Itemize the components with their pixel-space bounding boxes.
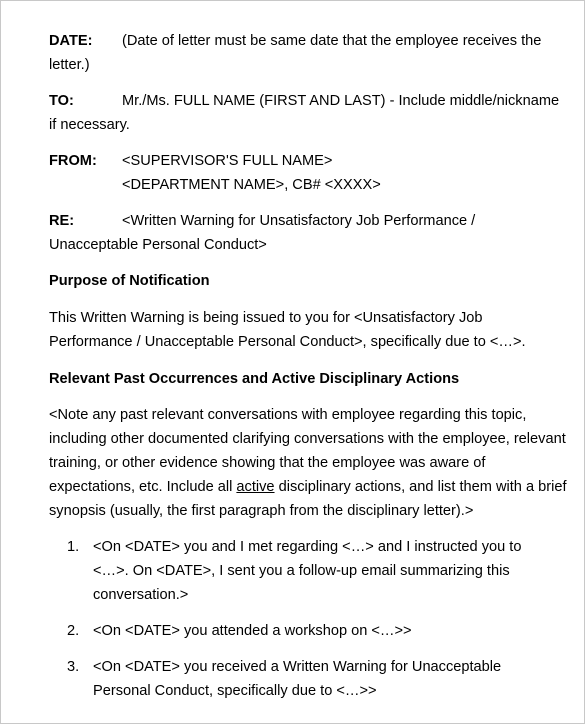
past-line-3: training, or other evidence showing that the employee was aware of [49, 455, 486, 471]
list-item-line-2: Personal Conduct, specifically due to <…>> [93, 683, 377, 699]
from-supervisor: <SUPERVISOR'S FULL NAME> [122, 153, 333, 169]
past-line-2: including other documented clarifying conversations with the employee, relevant [49, 431, 566, 447]
list-item-line-2: <…>. On <DATE>, I sent you a follow-up email summarizing this [93, 563, 510, 579]
past-line-4-end: disciplinary actions, and list them with a brief [274, 479, 567, 495]
re-label: RE: [49, 213, 75, 229]
list-item-line-3: conversation.> [93, 587, 189, 603]
to-label: TO: [49, 93, 74, 109]
past-line-1: <Note any past relevant conversations with employee regarding this topic, [49, 407, 527, 423]
from-label: FROM: [49, 153, 97, 169]
list-number: 2. [67, 623, 80, 639]
date-label: DATE: [49, 33, 93, 49]
list-number: 3. [67, 659, 80, 675]
purpose-line-1: This Written Warning is being issued to you for <Unsatisfactory Job [49, 310, 483, 326]
from-department: <DEPARTMENT NAME>, CB# <XXXX> [122, 177, 381, 193]
date-text-cont: letter.) [49, 57, 90, 73]
to-text-cont: if necessary. [49, 117, 130, 133]
purpose-heading: Purpose of Notification [49, 273, 210, 289]
purpose-line-2: Performance / Unacceptable Personal Conduct>, specifically due to <…>. [49, 334, 526, 350]
list-item-line-1: <On <DATE> you and I met regarding <…> and I instructed you to [93, 539, 522, 555]
date-text: (Date of letter must be same date that the employee receives the [122, 33, 542, 49]
list-item-line-1: <On <DATE> you attended a workshop on <…>> [93, 623, 412, 639]
past-line-4-start: expectations, etc. Include all [49, 479, 237, 495]
past-line-5: synopsis (usually, the first paragraph from the disciplinary letter).> [49, 503, 474, 519]
re-text: <Written Warning for Unsatisfactory Job Performance / [122, 213, 476, 229]
past-line-4 [49, 479, 567, 495]
re-text-cont: Unacceptable Personal Conduct> [49, 237, 267, 253]
past-heading: Relevant Past Occurrences and Active Disciplinary Actions [49, 371, 460, 387]
to-text: Mr./Ms. FULL NAME (FIRST AND LAST) - Include middle/nickname [122, 93, 560, 109]
list-number: 1. [67, 539, 80, 555]
active-emphasis: active [236, 479, 275, 495]
list-item-line-1: <On <DATE> you received a Written Warning for Unacceptable [93, 659, 502, 675]
